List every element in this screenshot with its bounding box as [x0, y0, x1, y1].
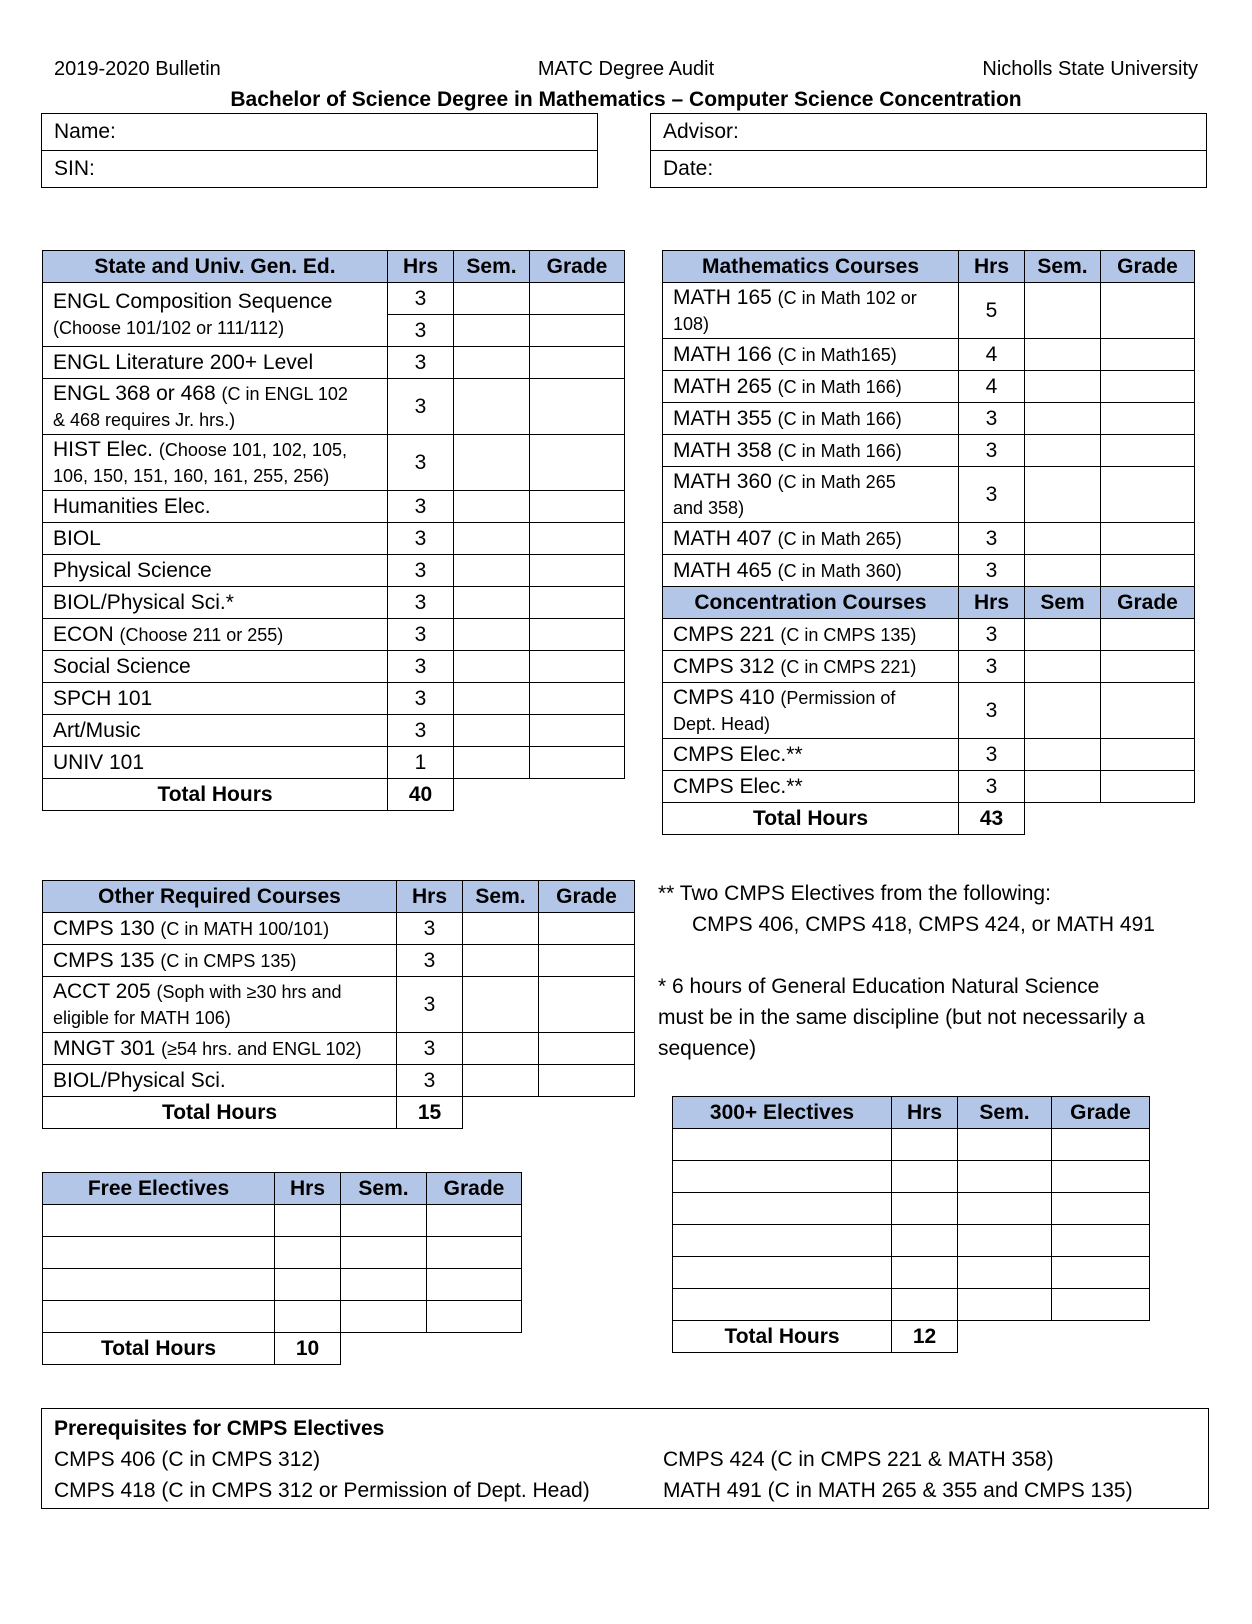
prerequisites-title: Prerequisites for CMPS Electives	[54, 1417, 385, 1440]
grade-header: Grade	[1052, 1097, 1150, 1129]
hrs-header: Hrs	[959, 251, 1025, 283]
course-name: CMPS 312	[673, 654, 775, 678]
course-name: CMPS 135	[53, 948, 155, 972]
bulletin-year: 2019-2020 Bulletin	[54, 58, 221, 80]
course-cell[interactable]	[43, 1205, 275, 1237]
gen-ed-table	[42, 250, 625, 811]
hrs-cell: 3	[388, 435, 454, 491]
grade-cell[interactable]	[1052, 1193, 1150, 1225]
hrs-cell: 3	[388, 587, 454, 619]
grade-cell[interactable]	[539, 1033, 635, 1065]
table-row: BIOL	[43, 523, 388, 555]
sem-cell[interactable]	[463, 977, 539, 1033]
course-cell[interactable]	[673, 1161, 892, 1193]
sem-cell[interactable]	[454, 747, 530, 779]
grade-cell[interactable]	[530, 435, 625, 491]
prereq-cmps-418: CMPS 418 (C in CMPS 312 or Permission of Dept. Head)	[54, 1479, 590, 1502]
hrs-header: Hrs	[397, 881, 463, 913]
hrs-cell: 1	[388, 747, 454, 779]
course-name: CMPS 410	[673, 685, 775, 709]
sem-cell[interactable]	[454, 619, 530, 651]
grade-cell[interactable]	[1101, 435, 1195, 467]
prereq-cmps-424: CMPS 424 (C in CMPS 221 & MATH 358)	[663, 1448, 1054, 1471]
grade-cell[interactable]	[530, 619, 625, 651]
hrs-cell: 3	[959, 467, 1025, 523]
other-header: Other Required Courses	[43, 881, 397, 913]
grade-cell[interactable]	[1101, 467, 1195, 523]
sem-cell[interactable]	[454, 651, 530, 683]
grade-cell[interactable]	[1101, 523, 1195, 555]
table-row	[43, 977, 397, 1033]
course-cell[interactable]	[43, 1237, 275, 1269]
grade-cell[interactable]	[1101, 651, 1195, 683]
course-note: (≥54 hrs. and ENGL 102)	[161, 1038, 362, 1059]
hrs-cell: 4	[959, 371, 1025, 403]
grade-header: Grade	[530, 251, 625, 283]
total-hours-label: Total Hours	[43, 1097, 397, 1129]
course-cell[interactable]	[673, 1193, 892, 1225]
sem-cell[interactable]	[1025, 683, 1101, 739]
sem-cell[interactable]	[1025, 339, 1101, 371]
grade-cell[interactable]	[1052, 1161, 1150, 1193]
sem-cell[interactable]	[341, 1269, 427, 1301]
hrs-cell[interactable]	[892, 1257, 958, 1289]
prereq-math-491: MATH 491 (C in MATH 265 & 355 and CMPS 135)	[663, 1479, 1133, 1502]
sem-cell[interactable]	[958, 1257, 1052, 1289]
course-note: (C in CMPS 135)	[780, 624, 917, 645]
grade-cell[interactable]	[530, 283, 625, 315]
table-row	[43, 435, 388, 491]
table-row	[673, 1257, 1150, 1289]
sem-cell[interactable]	[463, 1065, 539, 1097]
table-row	[663, 283, 959, 339]
course-name: MATH 465	[673, 558, 772, 582]
hrs-cell: 3	[388, 347, 454, 379]
hrs-cell: 3	[959, 403, 1025, 435]
table-row	[663, 435, 959, 467]
sem-cell[interactable]	[958, 1289, 1052, 1321]
table-row	[43, 1033, 397, 1065]
grade-cell[interactable]	[530, 651, 625, 683]
sem-cell[interactable]	[958, 1129, 1052, 1161]
grade-cell[interactable]	[530, 379, 625, 435]
grade-cell[interactable]	[1101, 739, 1195, 771]
total-hours-value: 40	[388, 779, 454, 811]
table-row	[43, 619, 388, 651]
sem-cell[interactable]	[463, 913, 539, 945]
sem-cell[interactable]	[454, 315, 530, 347]
grade-cell[interactable]	[1101, 555, 1195, 587]
course-note: & 468 requires Jr. hrs.)	[53, 409, 236, 430]
grade-cell[interactable]	[539, 913, 635, 945]
sem-header: Sem	[1025, 587, 1101, 619]
sem-cell[interactable]	[454, 587, 530, 619]
table-row: Art/Music	[43, 715, 388, 747]
upper-electives-table	[672, 1096, 1150, 1353]
hrs-cell: 3	[388, 715, 454, 747]
sem-cell[interactable]	[341, 1301, 427, 1333]
grade-cell[interactable]	[530, 555, 625, 587]
sem-cell[interactable]	[454, 435, 530, 491]
course-name: ACCT 205	[53, 979, 151, 1003]
table-row	[663, 651, 959, 683]
sem-cell[interactable]	[1025, 555, 1101, 587]
grade-cell[interactable]	[539, 1065, 635, 1097]
hrs-cell[interactable]	[892, 1225, 958, 1257]
course-note: (Permission of	[780, 687, 896, 708]
table-row	[673, 1161, 1150, 1193]
hrs-cell: 3	[959, 771, 1025, 803]
course-cell[interactable]	[43, 1301, 275, 1333]
course-note: (C in CMPS 135)	[160, 950, 297, 971]
course-cell[interactable]	[673, 1225, 892, 1257]
grade-cell[interactable]	[1101, 339, 1195, 371]
sem-cell[interactable]	[1025, 467, 1101, 523]
table-row	[663, 683, 959, 739]
course-name: CMPS 130	[53, 916, 155, 940]
sem-cell[interactable]	[454, 523, 530, 555]
table-row	[673, 1129, 1150, 1161]
prereq-cmps-406: CMPS 406 (C in CMPS 312)	[54, 1448, 321, 1471]
degree-title: Bachelor of Science Degree in Mathematics – Computer Science Concentration	[230, 88, 1022, 111]
hrs-cell: 3	[397, 1033, 463, 1065]
total-hours-value: 15	[397, 1097, 463, 1129]
grade-cell[interactable]	[530, 715, 625, 747]
hrs-cell: 3	[959, 651, 1025, 683]
course-note: (C in Math 265	[777, 471, 896, 492]
sem-cell[interactable]	[1025, 651, 1101, 683]
grade-cell[interactable]	[1052, 1129, 1150, 1161]
sem-header: Sem.	[958, 1097, 1052, 1129]
sem-header: Sem.	[454, 251, 530, 283]
sem-cell[interactable]	[1025, 435, 1101, 467]
table-row: CMPS Elec.**	[663, 771, 959, 803]
course-note: (C in Math165)	[777, 344, 897, 365]
sem-cell[interactable]	[454, 379, 530, 435]
grade-cell[interactable]	[539, 945, 635, 977]
table-row	[663, 371, 959, 403]
free-electives-table	[42, 1172, 522, 1365]
grade-cell[interactable]	[1052, 1225, 1150, 1257]
course-note: eligible for MATH 106)	[53, 1007, 231, 1028]
sem-cell[interactable]	[454, 715, 530, 747]
sem-cell[interactable]	[1025, 771, 1101, 803]
course-note: (C in ENGL 102	[221, 383, 348, 404]
course-note: (C in Math 102 or	[777, 287, 917, 308]
grade-header: Grade	[539, 881, 635, 913]
hrs-cell: 3	[397, 977, 463, 1033]
grade-header: Grade	[1101, 587, 1195, 619]
prerequisites-box	[41, 1408, 1209, 1509]
total-hours-value: 43	[959, 803, 1025, 835]
table-row	[43, 1269, 522, 1301]
table-row	[663, 403, 959, 435]
course-note: (C in Math 166)	[777, 408, 902, 429]
course-note: 106, 150, 151, 160, 161, 255, 256)	[53, 465, 330, 486]
grade-cell[interactable]	[1052, 1257, 1150, 1289]
math-table	[662, 250, 1195, 835]
course-name: MNGT 301	[53, 1036, 156, 1060]
date-field[interactable]: Date:	[651, 150, 1206, 186]
course-cell[interactable]	[673, 1289, 892, 1321]
note-line: sequence)	[658, 1037, 757, 1060]
student-info-box	[41, 113, 598, 188]
course-note: (C in Math 166)	[777, 376, 902, 397]
course-name: MATH 407	[673, 526, 772, 550]
course-note: (Soph with ≥30 hrs and	[156, 981, 342, 1002]
course-note: 108)	[673, 313, 710, 334]
hrs-cell: 3	[397, 1065, 463, 1097]
table-row	[673, 1289, 1150, 1321]
sem-cell[interactable]	[463, 945, 539, 977]
grade-cell[interactable]	[530, 747, 625, 779]
sem-cell[interactable]	[1025, 371, 1101, 403]
gen-ed-header: State and Univ. Gen. Ed.	[43, 251, 388, 283]
course-note: (C in MATH 100/101)	[160, 918, 330, 939]
note-line: * 6 hours of General Education Natural Science	[658, 975, 1100, 998]
sem-cell[interactable]	[1025, 619, 1101, 651]
course-name: MATH 166	[673, 342, 772, 366]
table-row	[663, 555, 959, 587]
grade-cell[interactable]	[530, 491, 625, 523]
sem-header: Sem.	[463, 881, 539, 913]
hrs-cell[interactable]	[892, 1161, 958, 1193]
course-cell[interactable]	[673, 1257, 892, 1289]
course-note: Dept. Head)	[673, 713, 771, 734]
table-row	[43, 1205, 522, 1237]
sem-cell[interactable]	[341, 1237, 427, 1269]
table-row	[663, 339, 959, 371]
course-name: MATH 165	[673, 285, 772, 309]
sem-header: Sem.	[341, 1173, 427, 1205]
other-required-table	[42, 880, 635, 1129]
hrs-cell: 3	[959, 739, 1025, 771]
hrs-cell: 3	[959, 619, 1025, 651]
hrs-cell: 3	[388, 491, 454, 523]
hrs-cell: 4	[959, 339, 1025, 371]
grade-cell[interactable]	[1101, 371, 1195, 403]
total-hours-value: 12	[892, 1321, 958, 1353]
hrs-cell[interactable]	[275, 1205, 341, 1237]
course-note: and 358)	[673, 497, 745, 518]
hrs-cell: 3	[959, 435, 1025, 467]
advisor-field[interactable]: Advisor:	[663, 120, 739, 143]
grade-cell[interactable]	[1101, 771, 1195, 803]
sem-cell[interactable]	[454, 555, 530, 587]
table-row: BIOL/Physical Sci.*	[43, 587, 388, 619]
grade-cell[interactable]	[530, 683, 625, 715]
concentration-header: Concentration Courses	[663, 587, 959, 619]
sem-cell[interactable]	[454, 491, 530, 523]
total-hours-label: Total Hours	[43, 1333, 275, 1365]
table-row	[673, 1225, 1150, 1257]
grade-cell[interactable]	[1052, 1289, 1150, 1321]
table-row: Social Science	[43, 651, 388, 683]
hrs-cell: 3	[959, 683, 1025, 739]
hrs-cell: 3	[388, 315, 454, 347]
note-line: ** Two CMPS Electives from the following:	[658, 882, 1051, 905]
sem-cell[interactable]	[454, 683, 530, 715]
table-row	[673, 1193, 1150, 1225]
table-row	[663, 619, 959, 651]
total-hours-label: Total Hours	[663, 803, 959, 835]
course-note: (Choose 211 or 255)	[119, 624, 284, 645]
table-row: ENGL Literature 200+ Level	[43, 347, 388, 379]
math-header: Mathematics Courses	[663, 251, 959, 283]
grade-cell[interactable]	[530, 523, 625, 555]
sem-cell[interactable]	[958, 1225, 1052, 1257]
hrs-cell: 3	[388, 555, 454, 587]
table-row	[43, 1237, 522, 1269]
sem-cell[interactable]	[1025, 283, 1101, 339]
sin-field[interactable]: SIN:	[42, 150, 597, 186]
course-name: ENGL Composition Sequence	[53, 289, 333, 313]
course-name: ENGL 368 or 468	[53, 381, 216, 405]
hrs-cell: 3	[388, 683, 454, 715]
sem-cell[interactable]	[958, 1193, 1052, 1225]
course-name: MATH 358	[673, 438, 772, 462]
free-electives-header: Free Electives	[43, 1173, 275, 1205]
grade-cell[interactable]	[1101, 619, 1195, 651]
audit-label: MATC Degree Audit	[537, 58, 715, 80]
hrs-cell[interactable]	[892, 1129, 958, 1161]
course-note: (Choose 101, 102, 105,	[158, 439, 347, 460]
hrs-cell[interactable]	[275, 1237, 341, 1269]
hrs-cell: 3	[397, 913, 463, 945]
hrs-cell[interactable]	[275, 1269, 341, 1301]
grade-cell[interactable]	[427, 1301, 522, 1333]
table-row: Humanities Elec.	[43, 491, 388, 523]
course-cell[interactable]	[43, 1269, 275, 1301]
course-name: MATH 355	[673, 406, 772, 430]
total-hours-label: Total Hours	[43, 779, 388, 811]
grade-cell[interactable]	[427, 1237, 522, 1269]
sem-cell[interactable]	[1025, 523, 1101, 555]
course-name: CMPS 221	[673, 622, 775, 646]
grade-cell[interactable]	[530, 587, 625, 619]
course-note: (C in Math 265)	[777, 528, 902, 549]
sem-cell[interactable]	[463, 1033, 539, 1065]
hrs-cell: 3	[388, 651, 454, 683]
name-field[interactable]: Name:	[54, 120, 116, 143]
sem-header: Sem.	[1025, 251, 1101, 283]
course-name: HIST Elec.	[53, 437, 153, 461]
table-row: CMPS Elec.**	[663, 739, 959, 771]
grade-cell[interactable]	[427, 1269, 522, 1301]
table-row: Physical Science	[43, 555, 388, 587]
grade-cell[interactable]	[1101, 683, 1195, 739]
advisor-info-box	[650, 113, 1207, 188]
hrs-cell[interactable]	[275, 1301, 341, 1333]
hrs-cell: 3	[959, 523, 1025, 555]
university-name: Nicholls State University	[982, 58, 1198, 80]
sem-cell[interactable]	[1025, 739, 1101, 771]
sem-cell[interactable]	[1025, 403, 1101, 435]
upper-electives-header: 300+ Electives	[673, 1097, 892, 1129]
hrs-header: Hrs	[959, 587, 1025, 619]
hrs-header: Hrs	[892, 1097, 958, 1129]
sem-cell[interactable]	[454, 347, 530, 379]
grade-cell[interactable]	[427, 1205, 522, 1237]
course-name: ECON	[53, 622, 114, 646]
hrs-cell: 3	[959, 555, 1025, 587]
course-name: MATH 360	[673, 469, 772, 493]
grade-header: Grade	[427, 1173, 522, 1205]
table-row	[43, 913, 397, 945]
grade-header: Grade	[1101, 251, 1195, 283]
hrs-cell: 5	[959, 283, 1025, 339]
table-row	[663, 467, 959, 523]
grade-cell[interactable]	[1101, 403, 1195, 435]
sem-cell[interactable]	[958, 1161, 1052, 1193]
table-row: SPCH 101	[43, 683, 388, 715]
hrs-cell: 3	[388, 283, 454, 315]
course-note: (Choose 101/102 or 111/112)	[53, 317, 285, 338]
table-row	[43, 1301, 522, 1333]
total-hours-label: Total Hours	[673, 1321, 892, 1353]
course-note: (C in Math 166)	[777, 440, 902, 461]
hrs-cell[interactable]	[892, 1289, 958, 1321]
grade-cell[interactable]	[530, 315, 625, 347]
grade-cell[interactable]	[530, 347, 625, 379]
course-note: (C in CMPS 221)	[780, 656, 917, 677]
hrs-cell[interactable]	[892, 1193, 958, 1225]
note-line: must be in the same discipline (but not necessarily a	[658, 1006, 1145, 1029]
table-row	[43, 283, 388, 347]
table-row	[43, 945, 397, 977]
course-note: (C in Math 360)	[777, 560, 902, 581]
hrs-cell: 3	[388, 523, 454, 555]
table-row: BIOL/Physical Sci.	[43, 1065, 397, 1097]
hrs-cell: 3	[388, 619, 454, 651]
sem-cell[interactable]	[454, 283, 530, 315]
hrs-cell: 3	[388, 379, 454, 435]
course-cell[interactable]	[673, 1129, 892, 1161]
hrs-header: Hrs	[275, 1173, 341, 1205]
elective-notes	[658, 878, 1238, 1064]
hrs-cell: 3	[397, 945, 463, 977]
total-hours-value: 10	[275, 1333, 341, 1365]
note-line: CMPS 406, CMPS 418, CMPS 424, or MATH 491	[692, 913, 1155, 936]
table-row	[663, 523, 959, 555]
grade-cell[interactable]	[539, 977, 635, 1033]
hrs-header: Hrs	[388, 251, 454, 283]
sem-cell[interactable]	[341, 1205, 427, 1237]
course-name: MATH 265	[673, 374, 772, 398]
table-row: UNIV 101	[43, 747, 388, 779]
table-row	[43, 379, 388, 435]
grade-cell[interactable]	[1101, 283, 1195, 339]
